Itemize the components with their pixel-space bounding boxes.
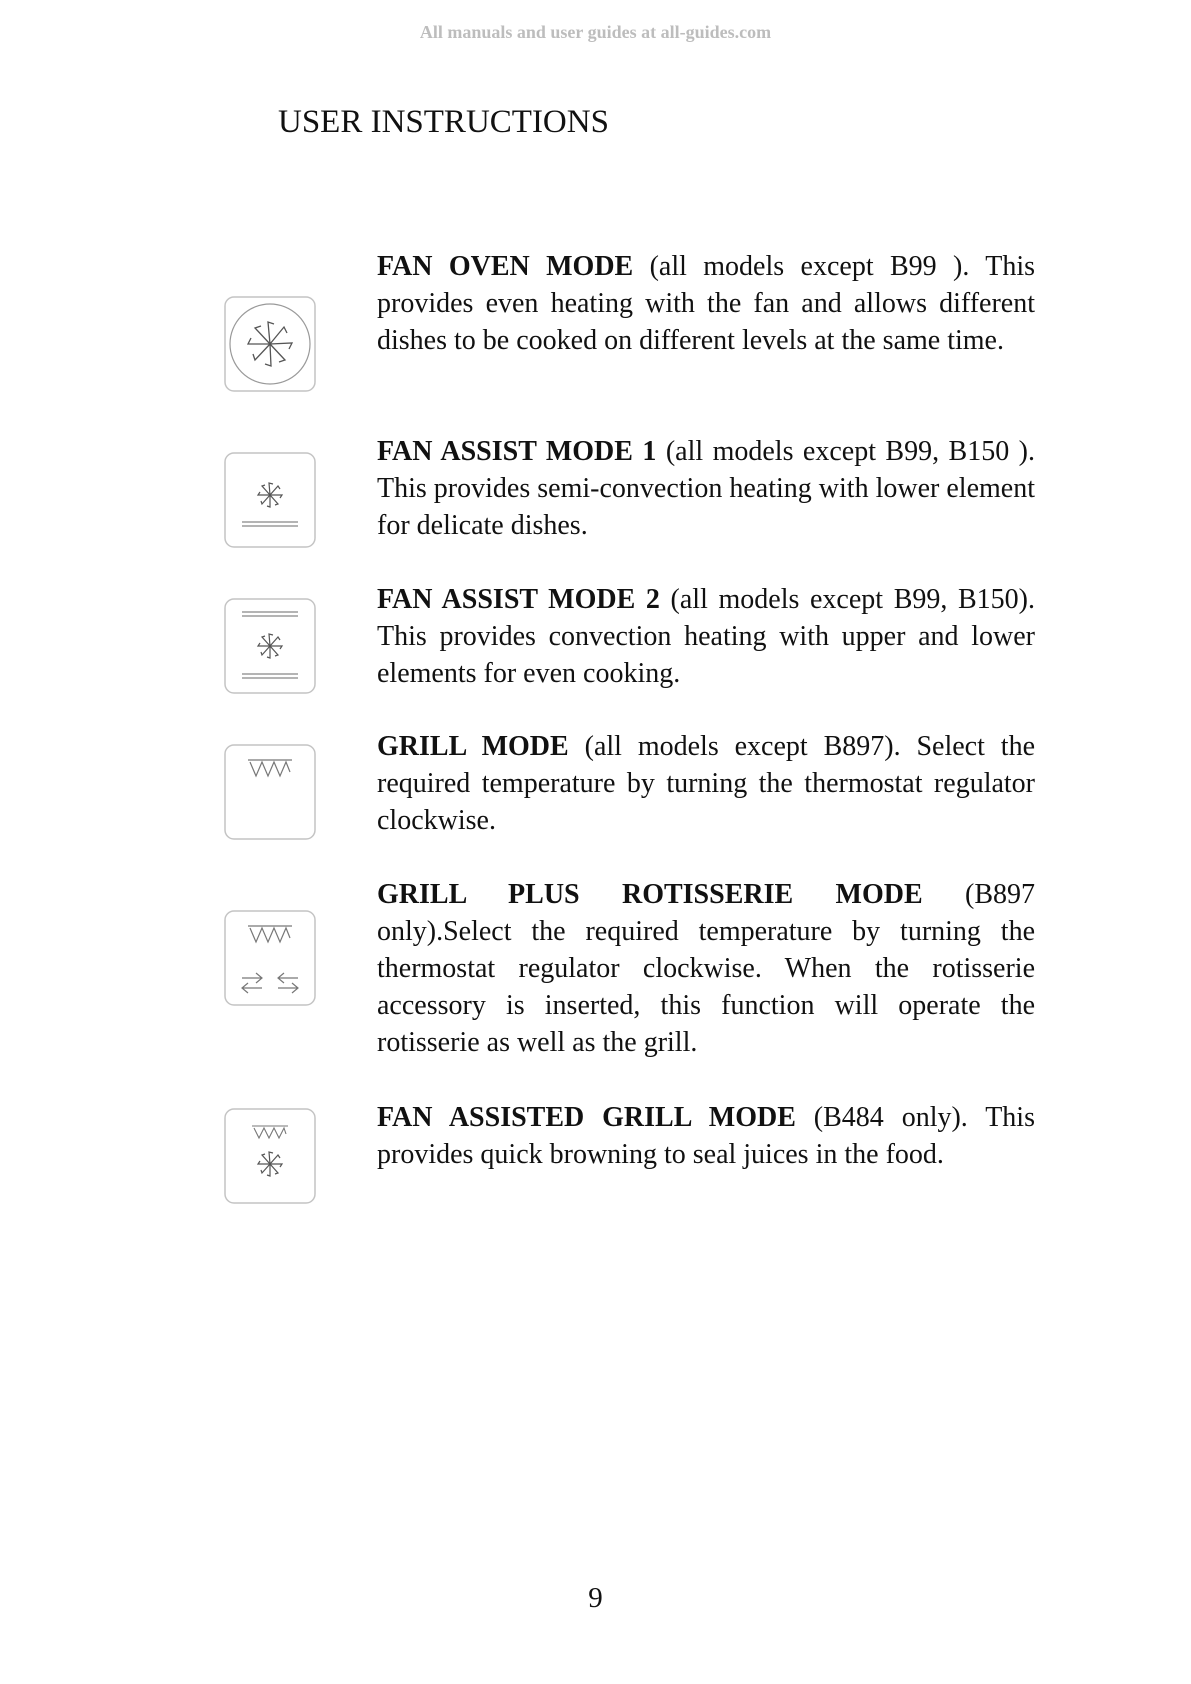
mode-description: (B484 only). This provides quick browning to seal juices in the food. (377, 1102, 1035, 1170)
fan-assist-upper-lower-element-icon (224, 598, 316, 694)
mode-description: (all models except B99, B150). This provides convection heating with upper and lower elements for even cooking. (377, 584, 1035, 689)
mode-description: (all models except B99, B150 ). This provides semi-convection heating with lower element for delicate dishes. (377, 436, 1035, 541)
mode-description: (B897 only).Select the required temperature by turning the thermostat regulator clockwise. When the rotisserie accessory is inserted, this function will operate the rotisserie as well as the grill. (377, 879, 1035, 1058)
mode-heading: GRILL MODE (377, 731, 569, 762)
fan-oven-icon (224, 296, 316, 392)
mode-fan-oven (377, 248, 1035, 359)
mode-description: (all models except B99 ). This provides even heating with the fan and allows different dishes to be cooked on different levels at the same time. (377, 251, 1035, 356)
page-title: USER INSTRUCTIONS (278, 104, 609, 140)
mode-heading: GRILL PLUS ROTISSERIE MODE (377, 879, 923, 910)
mode-heading: FAN ASSIST MODE 2 (377, 584, 660, 615)
fan-assisted-grill-icon (224, 1108, 316, 1204)
mode-fan-assisted-grill (377, 1099, 1035, 1173)
fan-assist-lower-element-icon (224, 452, 316, 548)
mode-fan-assist-1 (377, 433, 1035, 544)
mode-fan-assist-2 (377, 581, 1035, 692)
mode-description: (all models except B897). Select the required temperature by turning the thermostat regulator clockwise. (377, 731, 1035, 836)
mode-heading: FAN OVEN MODE (377, 251, 634, 282)
mode-heading: FAN ASSISTED GRILL MODE (377, 1102, 796, 1133)
grill-rotisserie-icon (224, 910, 316, 1006)
grill-icon (224, 744, 316, 840)
page-number: 9 (588, 1582, 603, 1614)
mode-heading: FAN ASSIST MODE 1 (377, 436, 657, 467)
watermark: All manuals and user guides at all-guides.com (419, 22, 772, 42)
mode-grill-rotisserie (377, 876, 1035, 1061)
mode-grill (377, 728, 1035, 839)
